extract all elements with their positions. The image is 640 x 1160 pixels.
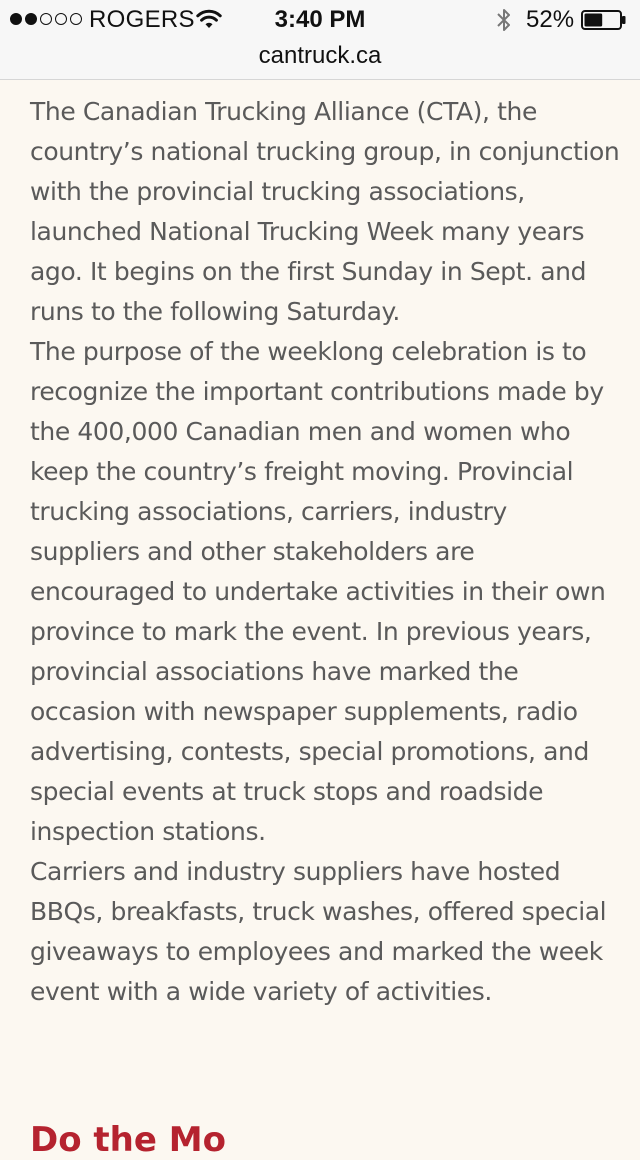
- battery-icon: [581, 10, 627, 30]
- clock-time: 3:40 PM: [274, 6, 366, 33]
- article-paragraph: Carriers and industry suppliers have hosted BBQs, breakfasts, truck washes, offered special giveaways to employees and marked the week event with a wide variety of activities.: [30, 857, 607, 1006]
- status-bar: [0, 0, 640, 40]
- wifi-icon: [196, 8, 222, 30]
- signal-dot: [55, 13, 67, 25]
- address-bar-url[interactable]: cantruck.ca: [258, 42, 382, 69]
- next-section-heading-text: Do the Mo: [30, 1120, 226, 1160]
- battery-percent: 52%: [526, 6, 575, 33]
- article-paragraph: The Canadian Trucking Alliance (CTA), the country’s national trucking group, in conjunction with the provincial trucking associations, launched National Trucking Week many years ago. It begins on the first Sunday in Sept. and runs to the following Saturday.: [30, 97, 620, 326]
- browser-header: [0, 0, 640, 80]
- bluetooth-icon: [496, 7, 512, 33]
- carrier-name: ROGERS: [89, 6, 195, 33]
- signal-dot: [70, 13, 82, 25]
- next-section-heading: [30, 1120, 330, 1160]
- signal-dot: [40, 13, 52, 25]
- article-paragraph: The purpose of the weeklong celebration is to recognize the important contributions made by the 400,000 Canadian men and women who keep the country’s freight moving. Provincial trucking associations, carriers, industry suppliers and other stakeholders are encouraged to undertake activities in their own province to mark the event. In previous years, provincial associations have marked the occasion with newspaper supplements, radio advertising, contests, special promotions, and special events at truck stops and roadside inspection stations.: [30, 337, 606, 846]
- article-body: [30, 92, 620, 1012]
- signal-dot: [25, 13, 37, 25]
- signal-dot: [10, 13, 22, 25]
- cellular-signal-icon: [10, 13, 82, 27]
